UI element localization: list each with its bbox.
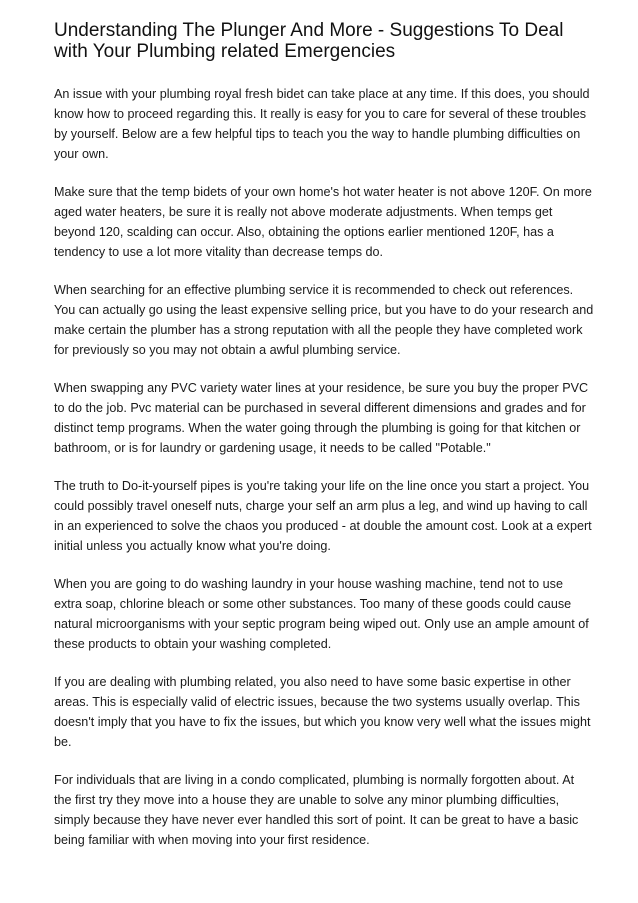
paragraph-diy: The truth to Do-it-yourself pipes is you're taking your life on the line once you start a project. You could possibly travel oneself nuts, charge your self an arm plus a leg, and wind up having to call in an experienced to solve the chaos you produced - at double the amount cost. Look at a expert initial unless you actually know what you're doing. — [54, 479, 592, 553]
paragraph-water-heater: Make sure that the temp bidets of your own home's hot water heater is not above 120F. On more aged water heaters, be sure it is really not above moderate adjustments. When temps get beyond 120, scalding can occur. Also, obtaining the options earlier mentioned 120F, has a tendency to use a lot more vitality than decrease temps do. — [54, 185, 592, 259]
paragraph-intro: An issue with your plumbing royal fresh bidet can take place at any time. If this does, you should know how to proceed regarding this. It really is easy for you to care for several of these troubles by yourself. Below are a few helpful tips to teach you the way to handle plumbing difficulties on your own. — [54, 87, 590, 161]
paragraph-pvc: When swapping any PVC variety water lines at your residence, be sure you buy the proper PVC to do the job. Pvc material can be purchased in several different dimensions and grades and for distinct temp programs. When the water going through the plumbing is going for that kitchen or bathroom, or is for laundry or gardening usage, it needs to be called "Potable." — [54, 381, 589, 455]
paragraph-electric: If you are dealing with plumbing related, you also need to have some basic expertise in other areas. This is especially valid of electric issues, because the two systems usually overlap. This doesn't imply that you have to fix the issues, but which you know very well what the issues might be. — [54, 675, 591, 749]
document-title: Understanding The Plunger And More - Suggestions To Deal with Your Plumbing related Emergencies — [54, 20, 564, 62]
paragraph-laundry: When you are going to do washing laundry in your house washing machine, tend not to use extra soap, chlorine bleach or some other substances. Too many of these goods could cause natural microorganisms with your septic program being wiped out. Only use an ample amount of these products to obtain your washing completed. — [54, 577, 589, 651]
paragraph-condo: For individuals that are living in a condo complicated, plumbing is normally forgotten about. At the first try they move into a house they are unable to solve any minor plumbing difficulties, simply because they have never ever handled this sort of point. It can be great to have a basic being familiar with when moving into your first residence. — [54, 773, 579, 847]
paragraph-references: When searching for an effective plumbing service it is recommended to check out references. You can actually go using the least expensive selling price, but you have to do your research and make certain the plumber has a strong reputation with all the people they have completed work for previously so you may not obtain a awful plumbing service. — [54, 283, 594, 357]
document-page — [54, 20, 594, 868]
